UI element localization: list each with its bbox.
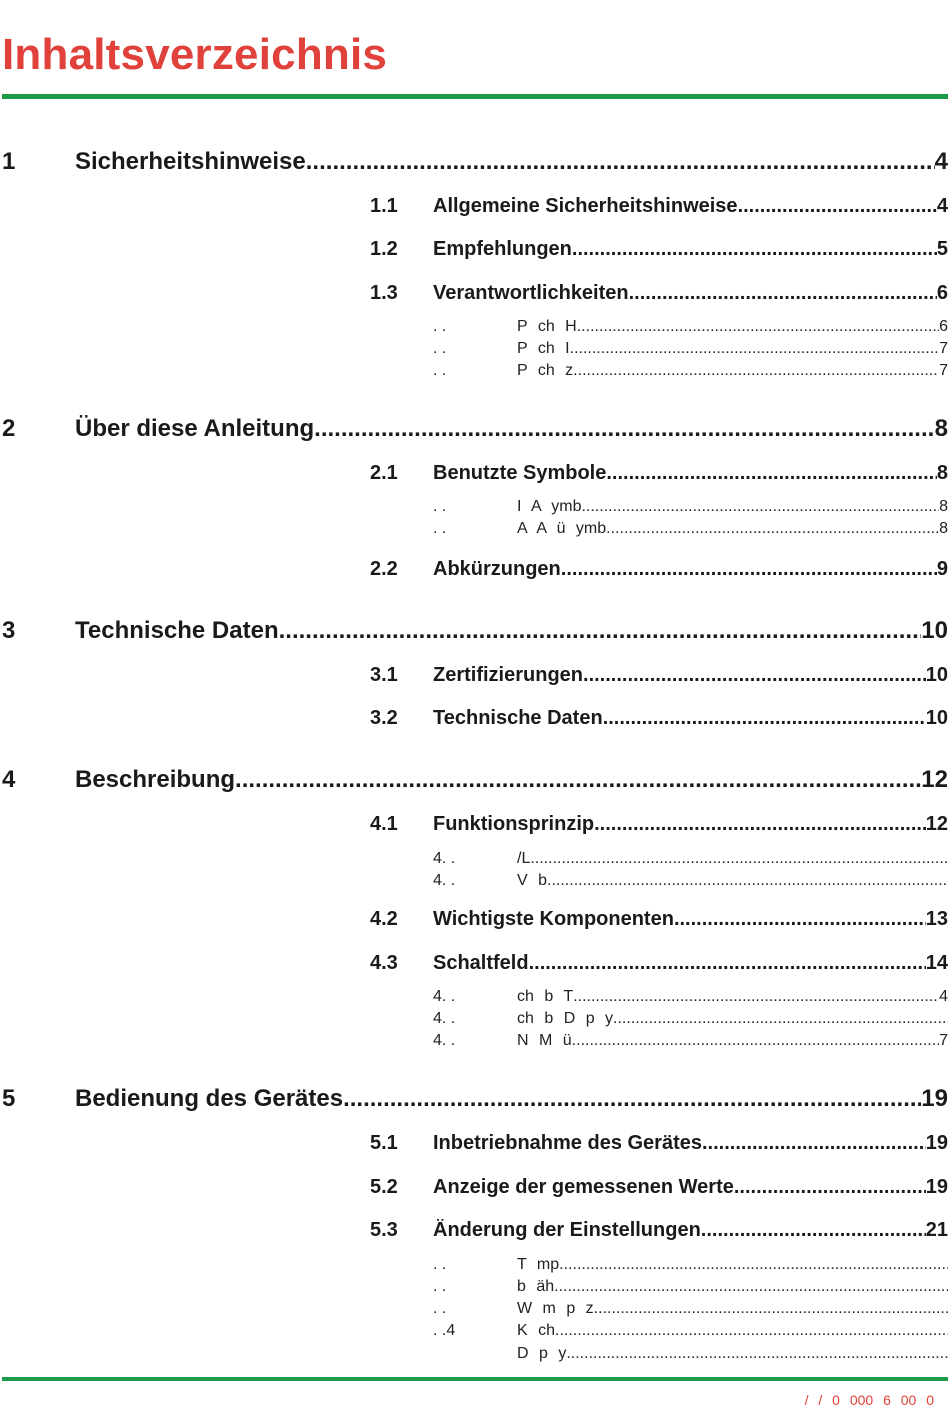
toc-entry-number: . .	[433, 318, 447, 335]
toc-entry-number: 2.2	[370, 558, 398, 580]
toc-entry-title: Technische Daten	[75, 617, 279, 644]
toc-entry-title: Bedienung des Gerätes	[75, 1085, 344, 1112]
toc-entry-page: 8	[939, 498, 948, 515]
toc-dot-leader	[606, 462, 937, 485]
toc-dot-leader	[570, 340, 939, 358]
toc-section-entry[interactable]	[370, 238, 948, 264]
toc-entry-page: 4	[936, 195, 948, 217]
toc-entry-page: 10	[925, 664, 948, 686]
toc-entry-page: 7	[939, 340, 948, 357]
toc-entry-title: Sicherheitshinweise	[75, 148, 306, 175]
toc-section-entry[interactable]	[370, 952, 948, 978]
toc-entry-page: 14	[925, 952, 948, 974]
toc-entry-number: 4. .	[433, 872, 456, 889]
toc-entry-title: T mp	[517, 1256, 560, 1273]
toc-entry-title: Benutzte Symbole	[433, 462, 607, 484]
toc-entry-title: A A ü ymb	[517, 520, 607, 537]
toc-section-entry[interactable]	[370, 1176, 948, 1202]
toc-entry-page: 19	[921, 1085, 948, 1112]
toc-entry-number: 3.2	[370, 707, 398, 729]
toc-entry-page: 8	[939, 520, 948, 537]
toc-entry-title: Verantwortlichkeiten	[433, 282, 629, 304]
toc-entry-title: Zertifizierungen	[433, 664, 584, 686]
toc-section-entry[interactable]	[370, 664, 948, 690]
toc-entry-number: 4.2	[370, 908, 398, 930]
toc-sub-entry[interactable]	[433, 362, 948, 382]
toc-entry-title: W m p z	[517, 1300, 594, 1317]
toc-entry-page: 8	[934, 415, 948, 442]
toc-entry-title: Inbetriebnahme des Gerätes	[433, 1132, 702, 1154]
toc-entry-number: 4. .	[433, 988, 456, 1005]
toc-entry-number: 1.3	[370, 282, 398, 304]
toc-dot-leader	[573, 362, 939, 380]
toc-entry-title: Schaltfeld	[433, 952, 529, 974]
toc-sub-entry[interactable]	[433, 520, 948, 540]
toc-dot-leader	[572, 238, 937, 261]
toc-entry-title: P ch I	[517, 340, 570, 357]
header-rule	[2, 94, 948, 99]
toc-entry-title: /L	[517, 850, 531, 867]
toc-entry-title: P ch z	[517, 362, 574, 379]
toc-dot-leader	[577, 318, 939, 336]
toc-entry-page: 4	[934, 148, 948, 175]
toc-entry-title: Anzeige der gemessenen Werte	[433, 1176, 734, 1198]
toc-section-entry[interactable]	[370, 282, 948, 308]
toc-dot-leader	[594, 1300, 948, 1318]
toc-entry-title: Über diese Anleitung	[75, 415, 315, 442]
toc-dot-leader	[606, 520, 939, 538]
toc-sub-entry[interactable]	[433, 318, 948, 338]
toc-dot-leader	[306, 148, 935, 176]
toc-dot-leader	[555, 1322, 948, 1340]
toc-chapter-entry[interactable]	[2, 617, 948, 647]
toc-entry-title: Funktionsprinzip	[433, 813, 595, 835]
toc-entry-title: Allgemeine Sicherheitshinweise	[433, 195, 738, 217]
toc-entry-page: 9	[936, 558, 948, 580]
toc-entry-page: 13	[925, 908, 948, 930]
toc-entry-number: . .	[433, 1278, 447, 1295]
toc-sub-entry[interactable]	[433, 1278, 948, 1298]
toc-entry-number: 4. .	[433, 1032, 456, 1049]
toc-entry-title: I A ymb	[517, 498, 582, 515]
toc-entry-page: 12	[921, 766, 948, 793]
toc-dot-leader	[572, 1032, 939, 1050]
toc-dot-leader	[566, 1345, 948, 1363]
toc-entry-number: . .	[433, 1300, 447, 1317]
page-title: Inhaltsverzeichnis	[2, 30, 388, 79]
toc-sub-entry[interactable]	[433, 498, 948, 518]
toc-entry-number: . .	[433, 520, 447, 537]
toc-section-entry[interactable]	[370, 558, 948, 584]
toc-entry-number: 2.1	[370, 462, 398, 484]
toc-entry-number: 5.1	[370, 1132, 398, 1154]
toc-entry-page: 19	[925, 1132, 948, 1154]
toc-entry-number: . .	[433, 362, 447, 379]
toc-sub-entry[interactable]	[433, 1032, 948, 1052]
toc-entry-title: Technische Daten	[433, 707, 603, 729]
toc-dot-leader	[613, 1010, 948, 1028]
toc-dot-leader	[581, 498, 939, 516]
toc-entry-page: 19	[925, 1176, 948, 1198]
toc-entry-page: 8	[936, 462, 948, 484]
toc-entry-title: K ch	[517, 1322, 556, 1339]
toc-dot-leader	[702, 1132, 926, 1155]
toc-sub-entry[interactable]	[433, 1300, 948, 1320]
toc-entry-page: 21	[925, 1219, 948, 1241]
toc-dot-leader	[554, 1278, 948, 1296]
toc-chapter-entry[interactable]	[2, 766, 948, 796]
toc-entry-page: 10	[921, 617, 948, 644]
toc-section-entry[interactable]	[370, 1132, 948, 1158]
toc-entry-title: Empfehlungen	[433, 238, 572, 260]
toc-entry-title: Änderung der Einstellungen	[433, 1219, 701, 1241]
toc-sub-entry[interactable]	[433, 1322, 948, 1342]
toc-entry-number: 5.2	[370, 1176, 398, 1198]
toc-sub-entry[interactable]	[433, 1256, 948, 1276]
toc-entry-number: . .	[433, 498, 447, 515]
toc-entry-title: Beschreibung	[75, 766, 236, 793]
toc-entry-title: ch b T	[517, 988, 574, 1005]
toc-entry-page: 7	[939, 1032, 948, 1049]
toc-dot-leader	[279, 617, 922, 645]
toc-entry-page: 6	[936, 282, 948, 304]
footer-rule	[2, 1377, 948, 1381]
toc-dot-leader	[529, 952, 926, 975]
toc-entry-number: 5.3	[370, 1219, 398, 1241]
toc-entry-number: 4. .	[433, 1010, 456, 1027]
toc-entry-page: 5	[936, 238, 948, 260]
toc-entry-title: D p y	[517, 1345, 567, 1362]
toc-entry-number: 5	[2, 1085, 16, 1112]
toc-entry-page: 10	[925, 707, 948, 729]
toc-dot-leader	[734, 1176, 926, 1199]
toc-chapter-entry[interactable]	[2, 415, 948, 445]
toc-entry-number: 3	[2, 617, 16, 644]
toc-entry-number: 4.1	[370, 813, 398, 835]
toc-dot-leader	[573, 988, 939, 1006]
toc-section-entry[interactable]	[370, 195, 948, 221]
toc-dot-leader	[701, 1219, 926, 1242]
toc-entry-number: . .	[433, 1256, 447, 1273]
toc-chapter-entry[interactable]	[2, 148, 948, 178]
toc-entry-title: ch b D p y	[517, 1010, 614, 1027]
toc-entry-number: 1	[2, 148, 16, 175]
toc-entry-number: . .4	[433, 1322, 456, 1339]
toc-entry-page: 6	[939, 318, 948, 335]
toc-entry-number: 1.1	[370, 195, 398, 217]
toc-section-entry[interactable]	[370, 813, 948, 839]
toc-dot-leader	[603, 707, 926, 730]
toc-entry-title: Abkürzungen	[433, 558, 561, 580]
toc-sub-entry[interactable]	[433, 850, 948, 870]
toc-sub-entry[interactable]	[433, 340, 948, 360]
toc-section-entry[interactable]	[370, 707, 948, 733]
toc-entry-number: 4. .	[433, 850, 456, 867]
toc-dot-leader	[530, 850, 948, 868]
toc-entry-number: 4	[2, 766, 16, 793]
toc-entry-title: V b	[517, 872, 548, 889]
toc-entry-number: 4.3	[370, 952, 398, 974]
toc-dot-leader	[235, 766, 921, 794]
toc-sub-entry[interactable]	[433, 872, 948, 892]
toc-entry-page: 12	[925, 813, 948, 835]
toc-sub-entry[interactable]	[433, 1010, 948, 1030]
toc-dot-leader	[583, 664, 926, 687]
toc-entry-title: P ch H	[517, 318, 577, 335]
footer-code: / / 0 000 6 00 0	[804, 1392, 934, 1408]
toc-entry-number: 1.2	[370, 238, 398, 260]
toc-entry-number: 2	[2, 415, 16, 442]
toc-dot-leader	[738, 195, 937, 218]
toc-section-entry[interactable]	[370, 462, 948, 488]
toc-dot-leader	[561, 558, 937, 581]
toc-entry-page: 7	[939, 362, 948, 379]
toc-dot-leader	[629, 282, 937, 305]
toc-entry-number: 3.1	[370, 664, 398, 686]
toc-dot-leader	[314, 415, 934, 443]
toc-entry-page: 4	[939, 988, 948, 1005]
toc-entry-number: . .	[433, 340, 447, 357]
toc-dot-leader	[559, 1256, 948, 1274]
toc-section-entry[interactable]	[370, 908, 948, 934]
toc-chapter-entry[interactable]	[2, 1085, 948, 1115]
toc-section-entry[interactable]	[370, 1219, 948, 1245]
toc-dot-leader	[547, 872, 948, 890]
toc-sub-entry[interactable]	[433, 1345, 948, 1365]
toc-dot-leader	[674, 908, 926, 931]
toc-sub-entry[interactable]	[433, 988, 948, 1008]
toc-entry-title: b äh	[517, 1278, 555, 1295]
toc-dot-leader	[343, 1085, 921, 1113]
toc-entry-title: Wichtigste Komponenten	[433, 908, 674, 930]
toc-entry-title: N M ü	[517, 1032, 572, 1049]
toc-dot-leader	[594, 813, 926, 836]
